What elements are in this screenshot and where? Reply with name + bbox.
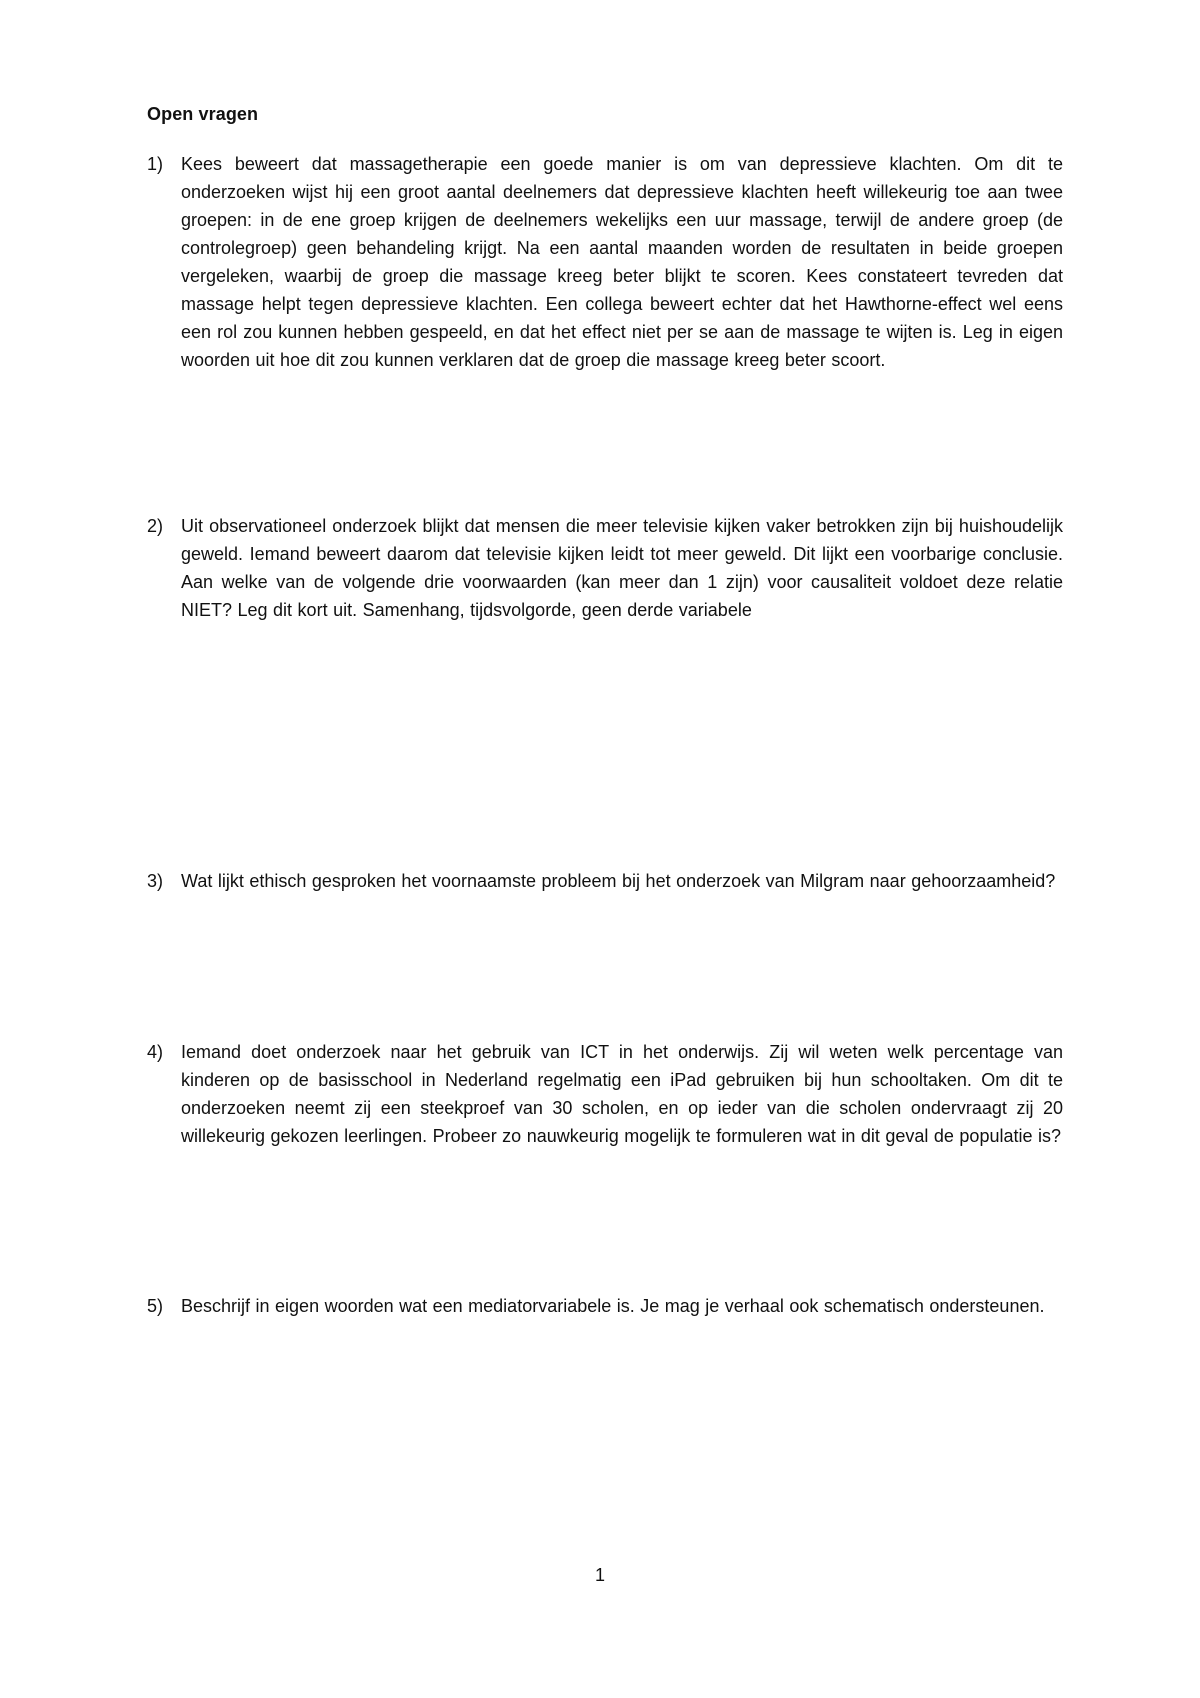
- question-text: Kees beweert dat massagetherapie een goede manier is om van depressieve klachten. Om dit te onderzoeken wijst hij een groot aantal deelnemers dat depressieve klachten heeft willekeurig toe aan twee groepen: in de ene groep krijgen de deelnemers wekelijks een uur massage, terwijl de andere groep (de controlegroep) geen behandeling krijgt. Na een aantal maanden worden de resultaten in beide groepen vergeleken, waarbij de groep die massage kreeg beter blijkt te scoren. Kees constateert tevreden dat massage helpt tegen depressieve klachten. Een collega beweert echter dat het Hawthorne-effect wel eens een rol zou kunnen hebben gespeeld, en dat het effect niet per se aan de massage te wijten is. Leg in eigen woorden uit hoe dit zou kunnen verklaren dat de groep die massage kreeg beter scoort.: [181, 154, 1063, 370]
- question-number: 3): [147, 871, 164, 891]
- question-text: Wat lijkt ethisch gesproken het voornaamste probleem bij het onderzoek van Milgram naar gehoorzaamheid?: [181, 871, 1056, 891]
- question-text: Uit observationeel onderzoek blijkt dat mensen die meer televisie kijken vaker betrokken zijn bij huishoudelijk geweld. Iemand beweert daarom dat televisie kijken leidt tot meer geweld. Dit lijkt een voorbarige conclusie. Aan welke van de volgende drie voorwaarden (kan meer dan 1 zijn) voor causaliteit voldoet deze relatie NIET? Leg dit kort uit. Samenhang, tijdsvolgorde, geen derde variabele: [181, 516, 1063, 620]
- question-item: [147, 1292, 1063, 1320]
- question-number: 5): [147, 1296, 164, 1316]
- question-item: [147, 867, 1063, 895]
- page-title: Open vragen: [147, 104, 259, 124]
- question-item: [147, 512, 1063, 624]
- question-number: 2): [147, 516, 164, 536]
- page-number: 1: [594, 1565, 605, 1585]
- question-number: 1): [147, 154, 164, 174]
- question-text: Iemand doet onderzoek naar het gebruik van ICT in het onderwijs. Zij wil weten welk percentage van kinderen op de basisschool in Nederland regelmatig een iPad gebruiken bij hun schooltaken. Om dit te onderzoeken neemt zij een steekproef van 30 scholen, en op ieder van die scholen ondervraagt zij 20 willekeurig gekozen leerlingen. Probeer zo nauwkeurig mogelijk te formuleren wat in dit geval de populatie is?: [181, 1042, 1063, 1146]
- question-item: [147, 150, 1063, 374]
- question-item: [147, 1038, 1063, 1150]
- question-text: Beschrijf in eigen woorden wat een mediatorvariabele is. Je mag je verhaal ook schematisch ondersteunen.: [181, 1296, 1045, 1316]
- question-number: 4): [147, 1042, 164, 1062]
